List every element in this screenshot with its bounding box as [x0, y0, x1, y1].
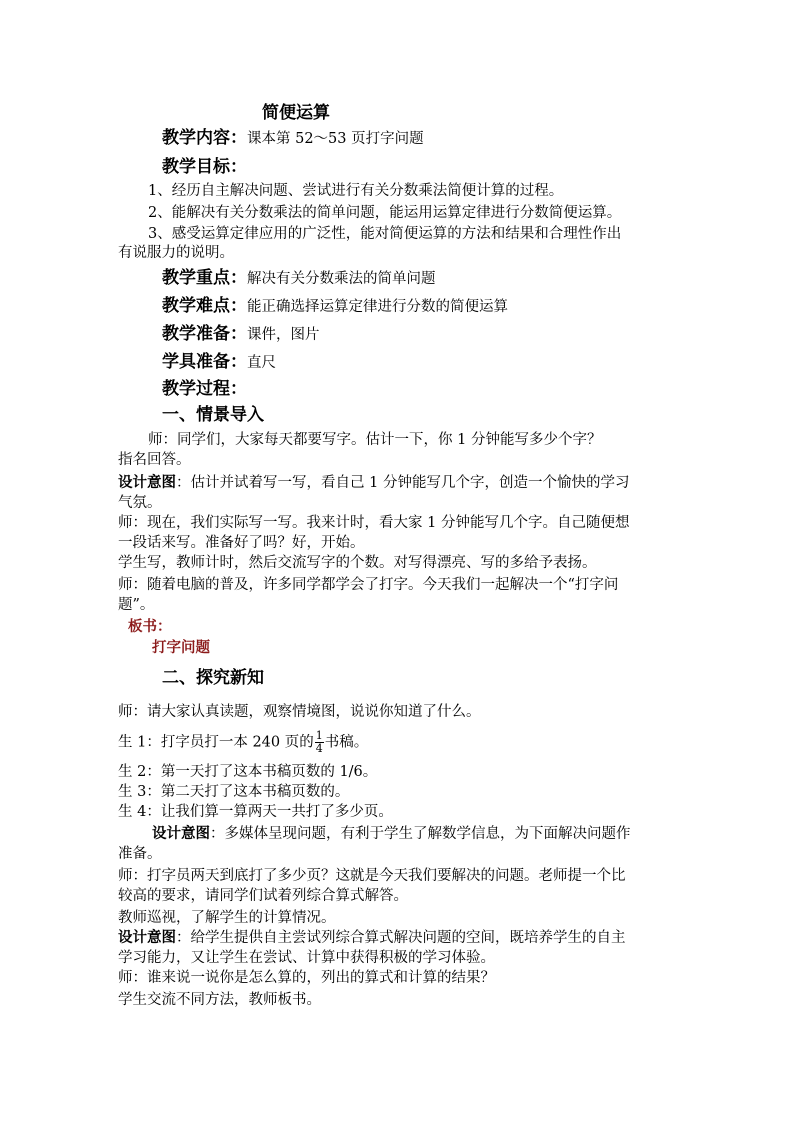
paragraph-line: 师：同学们，大家每天都要写字。估计一下，你 1 分钟能写多少个字？ [148, 432, 602, 448]
paragraph-line: 学生写，教师计时，然后交流写字的个数。对写得漂亮、写的多给予表扬。 [118, 555, 597, 571]
paragraph-line: 师：现在，我们实际写一写。我来计时，看大家 1 分钟能写几个字。自己随便想 [118, 515, 630, 531]
paragraph-line: 师：请大家认真读题，观察情境图，说说你知道了什么。 [118, 704, 481, 720]
difficulty-value: 能正确选择运算定律进行分数的简便运算 [247, 299, 508, 315]
design-intent [118, 473, 629, 493]
preparation-label: 教学准备： [162, 324, 247, 344]
paragraph-line: 师：打字员两天到底打了多少页？这就是今天我们要解决的问题。老师提一个比 [118, 868, 626, 884]
teaching-content-value: 课本第 52～53 页打字问题 [247, 131, 424, 147]
key-point-value: 解决有关分数乘法的简单问题 [247, 271, 436, 287]
student-1-text: 生 1：打字员打一本 240 页的 [118, 734, 314, 751]
design-intent-label: 设计意图 [118, 930, 176, 946]
goal-item: 1、经历自主解决问题、尝试进行有关分数乘法简便计算的过程。 [148, 183, 564, 199]
fraction [315, 730, 324, 755]
fraction-numerator: 1 [315, 729, 323, 742]
student-tools-label: 学具准备： [162, 352, 247, 372]
teaching-goals-label: 教学目标： [162, 157, 247, 177]
paragraph-line: 生 4：让我们算一算两天一共打了多少页。 [118, 804, 393, 820]
goal-item: 2、能解决有关分数乘法的简单问题，能运用运算定律进行分数简便运算。 [148, 205, 622, 221]
paragraph-line: 学习能力，又让学生在尝试、计算中获得积极的学习体验。 [118, 950, 495, 966]
design-intent-text: ：给学生提供自主尝试列综合算式解决问题的空间，既培养学生的自主 [176, 930, 626, 946]
student-1-line [118, 730, 368, 755]
section-2-heading: 二、探究新知 [162, 668, 264, 688]
paragraph-line: 教师巡视，了解学生的计算情况。 [118, 910, 336, 926]
difficulty [162, 296, 508, 317]
teaching-content-label: 教学内容： [162, 128, 247, 148]
paragraph-line: 生 3：第二天打了这本书稿页数的。 [118, 784, 350, 800]
fraction-denominator: 4 [315, 742, 323, 755]
paragraph-line: 学生交流不同方法，教师板书。 [118, 992, 321, 1008]
paragraph-line: 一段话来写。准备好了吗？好，开始。 [118, 535, 365, 551]
process-heading [162, 379, 247, 400]
teaching-goals-heading [162, 157, 247, 178]
paragraph-line: 气氛。 [118, 495, 162, 511]
design-intent-label: 设计意图 [152, 826, 210, 842]
design-intent [118, 928, 626, 948]
design-intent-label: 设计意图 [118, 475, 176, 491]
paragraph-line: 师：随着电脑的普及，许多同学都学会了打字。今天我们一起解决一个“打字问 [118, 577, 619, 593]
key-point-label: 教学重点： [162, 268, 247, 288]
goal-item: 3、感受运算定律应用的广泛性，能对简便运算的方法和结果和合理性作出 [148, 226, 622, 242]
paragraph-line: 题”。 [118, 597, 155, 613]
goal-item: 有说服力的说明。 [118, 245, 234, 261]
board-label: 板书： [128, 619, 172, 635]
design-intent-text: ：多媒体呈现问题，有利于学生了解数学信息，为下面解决问题作 [210, 826, 631, 842]
student-tools-value: 直尺 [247, 355, 276, 371]
key-point [162, 268, 436, 289]
paragraph-line: 较高的要求，请同学们试着列综合算式解答。 [118, 888, 408, 904]
paragraph-line: 指名回答。 [118, 452, 191, 468]
difficulty-label: 教学难点： [162, 296, 247, 316]
section-1-heading: 一、情景导入 [162, 405, 264, 425]
design-intent-text: ：估计并试着写一写，看自己 1 分钟能写几个字，创造一个愉快的学习 [176, 475, 630, 491]
paragraph-line: 准备。 [118, 846, 162, 862]
paragraph-line: 师：谁来说一说你是怎么算的，列出的算式和计算的结果？ [118, 970, 495, 986]
design-intent [152, 824, 631, 844]
board-text: 打字问题 [152, 640, 210, 656]
preparation [162, 324, 320, 345]
student-tools [162, 352, 276, 373]
teaching-content [162, 128, 424, 149]
paragraph-line: 生 2：第一天打了这本书稿页数的 1/6。 [118, 764, 378, 780]
student-1-text-end: 书稿。 [324, 734, 369, 751]
preparation-value: 课件，图片 [247, 327, 320, 343]
process-label: 教学过程： [162, 379, 247, 399]
page-title: 简便运算 [262, 103, 330, 123]
